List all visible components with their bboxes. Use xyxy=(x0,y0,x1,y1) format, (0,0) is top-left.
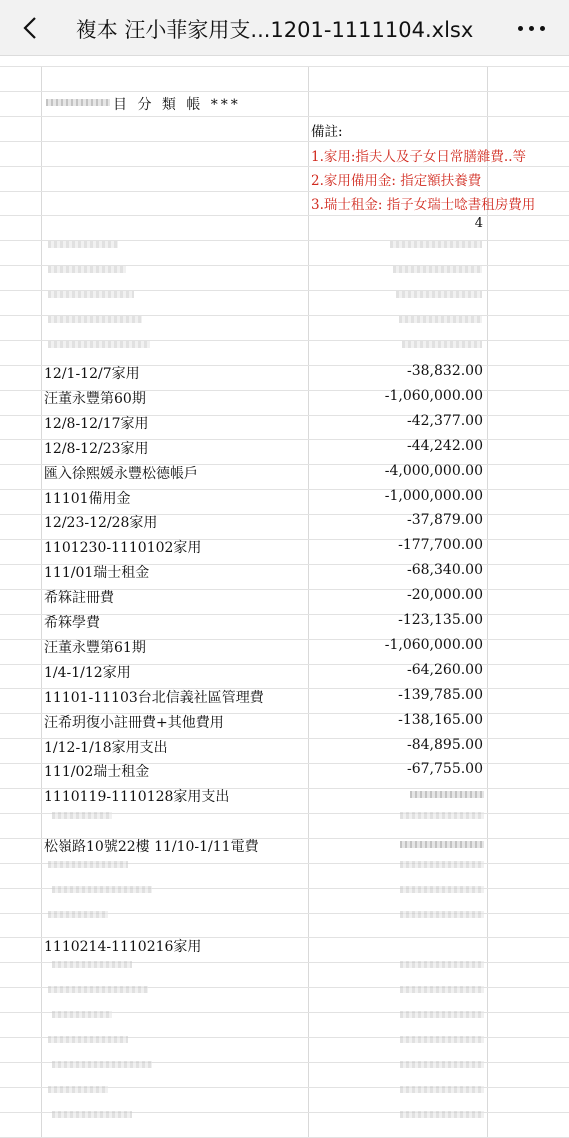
redacted-text xyxy=(400,841,484,848)
redacted-text xyxy=(399,316,482,323)
row-description: 汪董永豐第60期 xyxy=(44,391,146,407)
redacted-text xyxy=(52,886,152,893)
row-amount: -4,000,000.00 xyxy=(384,463,483,479)
grid-row-line xyxy=(0,191,569,192)
row-description: 希箖註冊費 xyxy=(44,590,114,606)
note-2: 2.家用備用金: 指定額扶養費 xyxy=(311,173,482,189)
row-description: 1/12-1/18家用支出 xyxy=(44,740,168,756)
row-description: 12/8-12/23家用 xyxy=(44,441,149,457)
row-description: 1110119-1110128家用支出 xyxy=(44,789,230,805)
row-description: 111/01瑞士租金 xyxy=(44,565,150,581)
row-description: 11101備用金 xyxy=(44,491,131,507)
row-description: 希箖學費 xyxy=(44,615,100,631)
redacted-text xyxy=(48,266,126,273)
row-description: 12/1-12/7家用 xyxy=(44,366,140,382)
row-description: 12/8-12/17家用 xyxy=(44,416,149,432)
row-description: 汪希玥復小註冊費+其他費用 xyxy=(44,715,224,731)
redacted-text xyxy=(52,1061,152,1068)
redacted-text xyxy=(48,341,150,348)
redacted-text xyxy=(396,291,482,298)
chevron-left-icon[interactable] xyxy=(14,10,50,46)
redacted-text xyxy=(390,241,482,248)
redacted-text xyxy=(48,911,108,918)
row-description: 匯入徐熙媛永豐松德帳戶 xyxy=(44,466,198,482)
redacted-text xyxy=(400,1061,484,1068)
page-number: 4 xyxy=(474,216,483,231)
redacted-text xyxy=(410,791,484,798)
row-amount: -64,260.00 xyxy=(407,662,483,678)
grid-row-line xyxy=(0,166,569,167)
redacted-text xyxy=(48,316,142,323)
grid-row-line xyxy=(0,215,569,216)
top-bar xyxy=(0,0,569,56)
row-amount: -42,377.00 xyxy=(407,413,483,429)
spreadsheet-view[interactable] xyxy=(0,56,569,1138)
redacted-text xyxy=(48,1086,108,1093)
row-amount: -138,165.00 xyxy=(398,712,483,728)
row-amount: -20,000.00 xyxy=(407,587,483,603)
row-amount: -84,895.00 xyxy=(407,737,483,753)
note-1: 1.家用:指夫人及子女日常膳雜費..等 xyxy=(311,149,527,165)
redacted-text xyxy=(402,341,482,348)
grid-column-line xyxy=(487,66,488,1138)
row-amount: -37,879.00 xyxy=(407,512,483,528)
redacted-text xyxy=(48,986,148,993)
row-description: 1101230-1110102家用 xyxy=(44,540,202,556)
redacted-text xyxy=(52,812,112,819)
row-description: 11101-11103台北信義社區管理費 xyxy=(44,690,264,706)
redacted-text xyxy=(400,1011,484,1018)
redacted-text xyxy=(400,911,484,918)
grid-column-line xyxy=(308,66,309,1138)
row-description: 111/02瑞士租金 xyxy=(44,764,150,780)
redacted-text xyxy=(400,986,484,993)
redacted-text xyxy=(52,1011,112,1018)
ellipsis-icon[interactable] xyxy=(515,16,551,40)
redacted-text xyxy=(400,1036,484,1043)
row-amount: -1,000,000.00 xyxy=(384,488,483,504)
redacted-text xyxy=(48,291,134,298)
row-amount: -1,060,000.00 xyxy=(384,388,483,404)
row-amount: -139,785.00 xyxy=(398,687,483,703)
redacted-text xyxy=(400,812,484,819)
document-title: 複本 汪小菲家用支...1201-1111104.xlsx xyxy=(75,18,474,42)
row-description: 1/4-1/12家用 xyxy=(44,665,131,681)
row-amount: -123,135.00 xyxy=(398,612,483,628)
row-amount: -38,832.00 xyxy=(407,363,483,379)
redacted-text xyxy=(52,1111,132,1118)
ledger-title: 目 分 類 帳 *** xyxy=(113,97,241,113)
grid-row-line xyxy=(0,141,569,142)
redacted-text xyxy=(48,241,118,248)
redacted-text xyxy=(400,861,484,868)
redacted-text xyxy=(400,886,484,893)
row-description: 松嶺路10號22樓 11/10-1/11電費 xyxy=(44,839,259,855)
row-description: 12/23-12/28家用 xyxy=(44,515,158,531)
grid-row-line xyxy=(0,66,569,67)
row-amount: -1,060,000.00 xyxy=(384,637,483,653)
redacted-text xyxy=(52,961,132,968)
redacted-text xyxy=(400,1086,484,1093)
grid-row-line xyxy=(0,116,569,117)
note-3: 3.瑞士租金: 指子女瑞士唸書租房費用 xyxy=(311,197,536,213)
redacted-text xyxy=(46,99,110,106)
grid-row-line xyxy=(0,91,569,92)
row-amount: -177,700.00 xyxy=(398,537,483,553)
redacted-text xyxy=(400,1111,484,1118)
row-description: 1110214-1110216家用 xyxy=(44,939,202,955)
redacted-text xyxy=(48,861,128,868)
redacted-text xyxy=(48,1036,128,1043)
redacted-text xyxy=(400,961,484,968)
redacted-text xyxy=(393,266,482,273)
row-amount: -67,755.00 xyxy=(407,761,483,777)
grid-column-line xyxy=(41,66,42,1138)
row-amount: -68,340.00 xyxy=(407,562,483,578)
row-amount: -44,242.00 xyxy=(407,438,483,454)
row-description: 汪董永豐第61期 xyxy=(44,640,146,656)
notes-label: 備註: xyxy=(311,124,343,140)
